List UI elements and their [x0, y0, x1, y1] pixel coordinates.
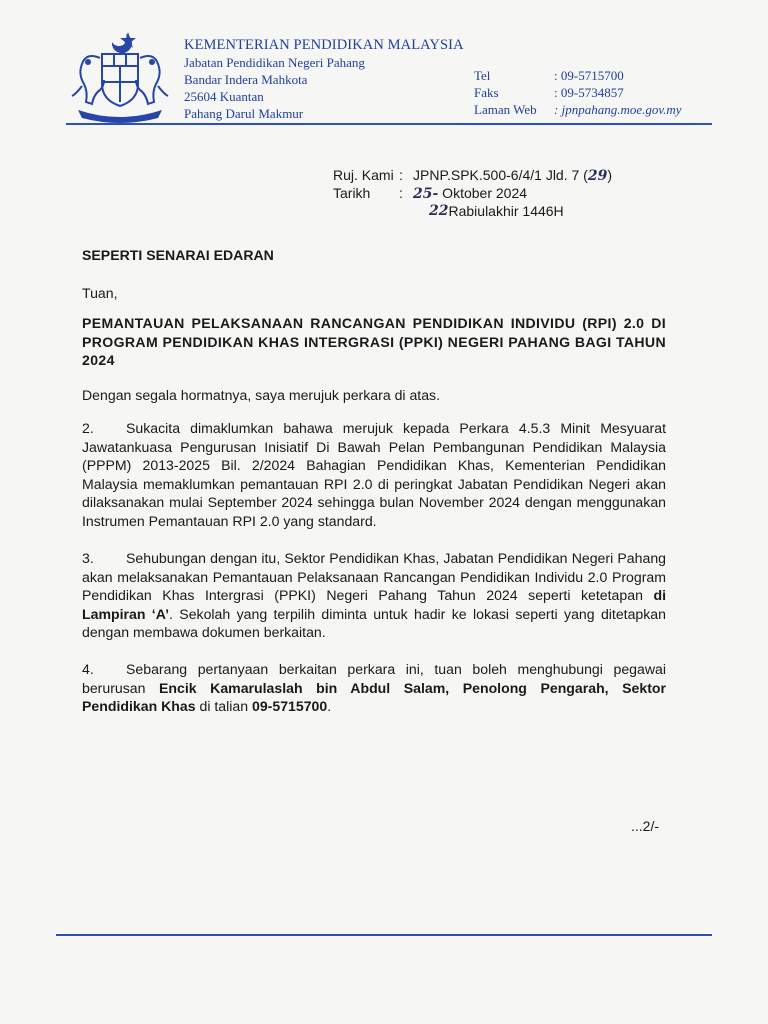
footer-divider: [56, 934, 712, 936]
paragraph-number: 3.: [82, 550, 94, 566]
org-name: KEMENTERIAN PENDIDIKAN MALAYSIA: [184, 37, 464, 53]
paragraph-text: . Sekolah yang terpilih diminta untuk hadir ke lokasi seperti yang ditetapkan dengan membawa dokumen berkaitan.: [82, 605, 666, 640]
letterhead-divider: [66, 123, 712, 125]
paragraph-number: 2.: [82, 420, 94, 436]
ref-colon: :: [399, 185, 403, 201]
ref-label: Ruj. Kami: [333, 167, 394, 183]
hijri-date: Rabiulakhir 1446H: [448, 203, 564, 219]
ref-number: JPNP.SPK.500-6/4/1 Jld. 7 (: [413, 167, 588, 183]
contact-officer: Encik Kamarulaslah bin Abdul Salam, Penolong Pengarah, Sektor Pendidikan Khas: [82, 679, 667, 714]
paragraph-2: [82, 419, 666, 530]
contact-block: [474, 67, 682, 118]
ref-handwritten-number: 29: [587, 168, 608, 184]
address-line: Jabatan Pendidikan Negeri Pahang: [184, 55, 365, 70]
reference-block: [333, 167, 612, 220]
contact-value: : 09-5734857: [554, 85, 624, 100]
contact-phone: 09-5715700: [251, 698, 328, 714]
ref-close: ): [607, 167, 612, 183]
ref-row-ruj: [333, 167, 612, 185]
contact-row-web: [474, 101, 682, 118]
contact-label: Faks: [474, 85, 499, 100]
org-block: [184, 36, 464, 122]
paragraph-3: [82, 549, 666, 642]
recipient: SEPERTI SENARAI EDARAN: [82, 247, 274, 263]
paragraph-text: Sehubungan dengan itu, Sektor Pendidikan Khas, Jabatan Pendidikan Negeri Pahang akan melaksanakan Pemantauan Pelaksanaan Rancangan Pendidikan Individu 2.0 Program Pendidikan Khas Intergrasi (PPKI) Negeri Pahang Tahun 2024 seperti ketetapan: [82, 550, 666, 603]
contact-row-tel: [474, 67, 682, 84]
letter-title: PEMANTAUAN PELAKSANAAN RANCANGAN PENDIDIKAN INDIVIDU (RPI) 2.0 DI PROGRAM PENDIDIKAN KHAS INTERGRASI (PPKI) NEGERI PAHANG BAGI TAHUN 2024: [82, 315, 666, 368]
paragraph-text: Sebarang pertanyaan berkaitan perkara ini, tuan boleh menghubungi pegawai berurusan: [82, 661, 666, 696]
ref-colon: :: [399, 167, 403, 183]
contact-value: : 09-5715700: [554, 68, 624, 83]
ref-label: Tarikh: [333, 185, 371, 201]
paragraph-4: [82, 660, 666, 716]
address-line: Pahang Darul Makmur: [184, 106, 304, 121]
paragraph-end: .: [327, 698, 332, 714]
paragraph-text: di talian: [195, 698, 252, 714]
paragraph-text: Sukacita dimaklumkan bahawa merujuk kepada Perkara 4.5.3 Minit Mesyuarat Jawatankuasa Pengurusan Inisiatif Di Bawah Pelan Pembangunan Pendidikan Malaysia (PPPM) 2013-2025 Bil. 2/2024 Bahagian Pendidikan Khas, Kementerian Pendidikan Malaysia memaklumkan pemantauan RPI 2.0 di peringkat Jabatan Pendidikan Negeri akan dilaksanakan mulai September 2024 sehingga bulan November 2024 dengan menggunakan Instrumen Pemantauan RPI 2.0 yang standard.: [82, 420, 666, 529]
lampiran-reference: di Lampiran ‘A’: [82, 587, 666, 622]
ref-date: [413, 185, 527, 203]
date-handwritten-day: 25-: [413, 186, 439, 202]
ref-row-date: [333, 185, 612, 203]
salutation: Tuan,: [82, 285, 118, 301]
contact-label: Tel: [474, 68, 491, 83]
next-page-marker: ...2/-: [631, 818, 660, 834]
ref-row-hijri: [333, 203, 612, 220]
address-line: Bandar Indera Mahkota: [184, 72, 308, 87]
contact-row-fax: [474, 84, 682, 101]
date-month-year: Oktober 2024: [438, 185, 528, 201]
contact-label: Laman Web: [474, 102, 537, 117]
ref-value: [413, 167, 612, 185]
opening-line: Dengan segala hormatnya, saya merujuk perkara di atas.: [82, 387, 441, 403]
contact-value-link[interactable]: : jpnpahang.moe.gov.my: [554, 102, 682, 117]
address-line: 25604 Kuantan: [184, 89, 264, 104]
hijri-handwritten-day: 22: [429, 203, 449, 219]
paragraph-number: 4.: [82, 661, 94, 677]
malaysia-coat-of-arms-icon: [68, 28, 172, 124]
